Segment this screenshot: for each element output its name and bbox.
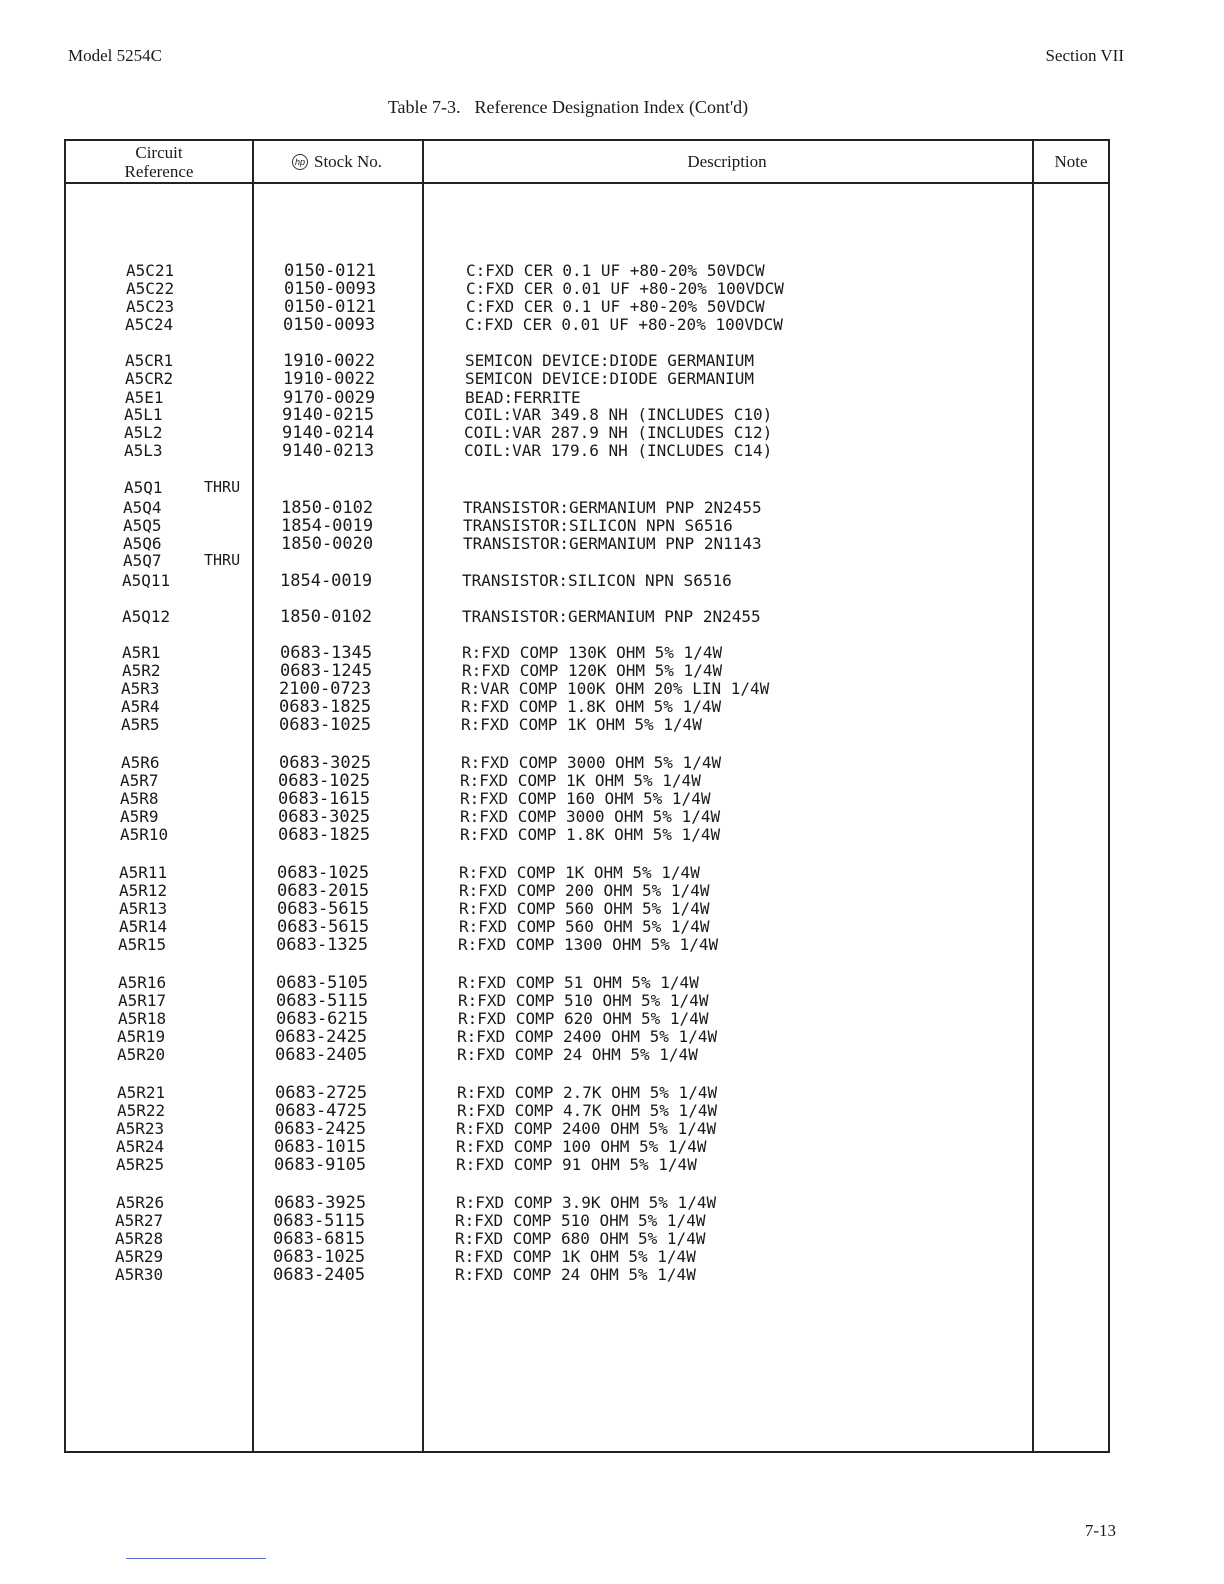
description-cell: C:FXD CER 0.01 UF +80-20% 100VDCW xyxy=(465,315,783,334)
description-cell: R:FXD COMP 4.7K OHM 5% 1/4W xyxy=(457,1101,718,1120)
stock-number-cell: 0683-6215 xyxy=(276,1009,369,1029)
circuit-reference-cell: A5R8 xyxy=(120,789,159,808)
page-number: 7-13 xyxy=(1084,1521,1116,1540)
description-cell: R:FXD COMP 1K OHM 5% 1/4W xyxy=(459,863,700,882)
description-cell: R:FXD COMP 3000 OHM 5% 1/4W xyxy=(461,753,722,772)
stock-number-cell: 9140-0214 xyxy=(282,423,375,443)
circuit-reference-cell: A5Q12 xyxy=(122,607,171,626)
description-cell: SEMICON DEVICE:DIODE GERMANIUM xyxy=(465,351,754,370)
stock-number-cell: 0683-2015 xyxy=(277,881,370,901)
description-cell: R:VAR COMP 100K OHM 20% LIN 1/4W xyxy=(461,679,770,698)
description-cell: R:FXD COMP 1300 OHM 5% 1/4W xyxy=(458,935,719,954)
circuit-reference-cell: A5R10 xyxy=(120,825,169,844)
thru-marker: THRU xyxy=(204,551,241,569)
description-cell: R:FXD COMP 680 OHM 5% 1/4W xyxy=(455,1229,706,1248)
stock-number-cell: 0683-6815 xyxy=(273,1229,366,1249)
column-header-circuit-reference xyxy=(66,141,252,182)
description-cell: R:FXD COMP 1K OHM 5% 1/4W xyxy=(461,715,702,734)
stock-no-label: Stock No. xyxy=(314,152,382,171)
description-cell: R:FXD COMP 510 OHM 5% 1/4W xyxy=(455,1211,706,1230)
stock-number-cell: 0683-1345 xyxy=(280,643,373,663)
description-cell: C:FXD CER 0.01 UF +80-20% 100VDCW xyxy=(466,279,784,298)
stock-number-cell: 0683-1025 xyxy=(273,1247,366,1267)
circuit-reference-cell: A5R4 xyxy=(121,697,160,716)
description-cell: C:FXD CER 0.1 UF +80-20% 50VDCW xyxy=(466,261,765,280)
description-cell: R:FXD COMP 1K OHM 5% 1/4W xyxy=(455,1247,696,1266)
description-cell: COIL:VAR 287.9 NH (INCLUDES C12) xyxy=(464,423,773,442)
circuit-reference-cell: A5C21 xyxy=(126,261,175,280)
stock-number-cell: 0683-2405 xyxy=(273,1265,366,1285)
circuit-reference-cell: A5R12 xyxy=(119,881,168,900)
stock-number-cell: 9140-0215 xyxy=(282,405,375,425)
circuit-reference-cell: A5R14 xyxy=(119,917,168,936)
stock-number-cell: 1850-0102 xyxy=(281,498,374,518)
stock-number-cell: 0683-5115 xyxy=(276,991,369,1011)
stock-number-cell: 0150-0121 xyxy=(284,261,377,281)
description-cell: R:FXD COMP 100 OHM 5% 1/4W xyxy=(456,1137,707,1156)
circuit-reference-cell: A5R29 xyxy=(115,1247,164,1266)
stock-number-cell: 1850-0102 xyxy=(280,607,373,627)
stock-number-cell: 0683-1325 xyxy=(276,935,369,955)
stock-number-cell: 0150-0121 xyxy=(284,297,377,317)
circuit-reference-cell: A5R26 xyxy=(116,1193,165,1212)
description-cell: R:FXD COMP 620 OHM 5% 1/4W xyxy=(458,1009,709,1028)
circuit-reference-cell: A5R3 xyxy=(121,679,160,698)
description-cell: R:FXD COMP 510 OHM 5% 1/4W xyxy=(458,991,709,1010)
description-cell: R:FXD COMP 24 OHM 5% 1/4W xyxy=(455,1265,696,1284)
header-divider xyxy=(66,182,1108,184)
stock-number-cell: 0683-5115 xyxy=(273,1211,366,1231)
stock-number-cell: 0150-0093 xyxy=(283,315,376,335)
description-cell: TRANSISTOR:GERMANIUM PNP 2N2455 xyxy=(463,498,762,517)
circuit-reference-cell: A5R19 xyxy=(117,1027,166,1046)
circuit-reference-cell: A5R20 xyxy=(117,1045,166,1064)
circuit-reference-cell: A5C23 xyxy=(126,297,175,316)
description-cell: R:FXD COMP 51 OHM 5% 1/4W xyxy=(458,973,699,992)
circuit-reference-cell: A5Q6 xyxy=(123,534,162,553)
circuit-reference-cell: A5E1 xyxy=(125,388,164,407)
description-cell: R:FXD COMP 1.8K OHM 5% 1/4W xyxy=(461,697,722,716)
stock-number-cell: 2100-0723 xyxy=(279,679,372,699)
column-divider xyxy=(1032,141,1034,1451)
circuit-reference-cell: A5R18 xyxy=(118,1009,167,1028)
stock-number-cell: 1850-0020 xyxy=(281,534,374,554)
circuit-reference-cell: A5R9 xyxy=(120,807,159,826)
stock-number-cell: 9170-0029 xyxy=(283,388,376,408)
description-cell: R:FXD COMP 1K OHM 5% 1/4W xyxy=(460,771,701,790)
stock-number-cell: 0683-1825 xyxy=(278,825,371,845)
circuit-reference-cell: A5R13 xyxy=(119,899,168,918)
circuit-reference-cell: A5R15 xyxy=(118,935,167,954)
header-model: Model 5254C xyxy=(68,46,162,65)
stock-number-cell: 0683-4725 xyxy=(275,1101,368,1121)
description-cell: C:FXD CER 0.1 UF +80-20% 50VDCW xyxy=(466,297,765,316)
description-cell: TRANSISTOR:GERMANIUM PNP 2N1143 xyxy=(463,534,762,553)
description-cell: R:FXD COMP 120K OHM 5% 1/4W xyxy=(462,661,723,680)
column-divider xyxy=(252,141,254,1451)
stock-number-cell: 0683-5105 xyxy=(276,973,369,993)
circuit-reference-cell: A5R23 xyxy=(116,1119,165,1138)
description-cell: R:FXD COMP 560 OHM 5% 1/4W xyxy=(459,899,710,918)
description-cell: R:FXD COMP 560 OHM 5% 1/4W xyxy=(459,917,710,936)
description-cell: R:FXD COMP 2400 OHM 5% 1/4W xyxy=(456,1119,717,1138)
description-cell: R:FXD COMP 3000 OHM 5% 1/4W xyxy=(460,807,721,826)
stock-number-cell: 9140-0213 xyxy=(282,441,375,461)
stock-number-cell: 0683-3925 xyxy=(274,1193,367,1213)
stock-number-cell: 1910-0022 xyxy=(283,369,376,389)
circuit-reference-cell: A5R2 xyxy=(122,661,161,680)
description-cell: BEAD:FERRITE xyxy=(465,388,581,407)
table-caption xyxy=(0,97,1150,118)
circuit-reference-cell: A5R25 xyxy=(116,1155,165,1174)
circuit-reference-cell: A5Q1 xyxy=(124,478,163,497)
header-section: Section VII xyxy=(1045,46,1124,65)
stock-number-cell: 0683-1825 xyxy=(279,697,372,717)
description-cell: R:FXD COMP 1.8K OHM 5% 1/4W xyxy=(460,825,721,844)
column-header-note: Note xyxy=(1054,152,1088,171)
stock-number-cell: 1910-0022 xyxy=(283,351,376,371)
circuit-reference-cell: A5R24 xyxy=(116,1137,165,1156)
stock-number-cell: 0683-5615 xyxy=(277,899,370,919)
circuit-reference-cell: A5CR1 xyxy=(125,351,174,370)
description-cell: R:FXD COMP 2400 OHM 5% 1/4W xyxy=(457,1027,718,1046)
stock-number-cell: 0150-0093 xyxy=(284,279,377,299)
thru-marker: THRU xyxy=(204,478,241,496)
circuit-reference-cell: A5R16 xyxy=(118,973,167,992)
circuit-reference-cell: A5R21 xyxy=(117,1083,166,1102)
description-cell: TRANSISTOR:GERMANIUM PNP 2N2455 xyxy=(462,607,761,626)
circuit-reference-cell: A5L2 xyxy=(124,423,163,442)
column-divider xyxy=(422,141,424,1451)
circuit-reference-cell: A5C22 xyxy=(126,279,175,298)
stock-number-cell: 0683-2425 xyxy=(275,1027,368,1047)
description-cell: R:FXD COMP 130K OHM 5% 1/4W xyxy=(462,643,723,662)
circuit-reference-cell: A5R11 xyxy=(119,863,168,882)
description-cell: SEMICON DEVICE:DIODE GERMANIUM xyxy=(465,369,754,388)
circuit-reference-cell: A5CR2 xyxy=(125,369,174,388)
circuit-reference-cell: A5R1 xyxy=(122,643,161,662)
hp-logo-icon: hp xyxy=(292,154,308,170)
stock-number-cell: 0683-1025 xyxy=(277,863,370,883)
stock-number-cell: 0683-2425 xyxy=(274,1119,367,1139)
circuit-reference-cell: A5Q11 xyxy=(122,571,171,590)
description-cell: R:FXD COMP 2.7K OHM 5% 1/4W xyxy=(457,1083,718,1102)
table-title: Reference Designation Index (Cont'd) xyxy=(474,97,749,117)
circuit-reference-cell: A5R27 xyxy=(115,1211,164,1230)
circuit-reference-cell: A5Q5 xyxy=(123,516,162,535)
stock-number-cell: 0683-3025 xyxy=(278,807,371,827)
circuit-reference-cell: A5R7 xyxy=(120,771,159,790)
description-cell: COIL:VAR 179.6 NH (INCLUDES C14) xyxy=(464,441,773,460)
circuit-reference-cell: A5R22 xyxy=(117,1101,166,1120)
circuit-reference-cell: A5L1 xyxy=(124,405,163,424)
circuit-reference-cell: A5R5 xyxy=(121,715,160,734)
column-header-description: Description xyxy=(687,152,767,171)
description-cell: R:FXD COMP 200 OHM 5% 1/4W xyxy=(459,881,710,900)
description-cell: R:FXD COMP 3.9K OHM 5% 1/4W xyxy=(456,1193,717,1212)
stock-number-cell: 0683-2725 xyxy=(275,1083,368,1103)
circuit-reference-cell: A5C24 xyxy=(125,315,174,334)
stock-number-cell: 0683-2405 xyxy=(275,1045,368,1065)
stock-number-cell: 0683-3025 xyxy=(279,753,372,773)
stock-number-cell: 0683-9105 xyxy=(274,1155,367,1175)
circuit-reference-cell: A5Q7 xyxy=(123,551,162,570)
stock-number-cell: 1854-0019 xyxy=(281,516,374,536)
circuit-reference-cell: A5R6 xyxy=(121,753,160,772)
description-cell: COIL:VAR 349.8 NH (INCLUDES C10) xyxy=(464,405,773,424)
stock-number-cell: 0683-1245 xyxy=(280,661,373,681)
circuit-reference-cell: A5Q4 xyxy=(123,498,162,517)
stock-number-cell: 0683-5615 xyxy=(277,917,370,937)
stock-number-cell: 0683-1015 xyxy=(274,1137,367,1157)
stock-number-cell: 1854-0019 xyxy=(280,571,373,591)
stock-number-cell: 0683-1025 xyxy=(278,771,371,791)
circuit-reference-label: Circuit Reference xyxy=(124,142,194,181)
circuit-reference-cell: A5R17 xyxy=(118,991,167,1010)
circuit-reference-cell: A5R30 xyxy=(115,1265,164,1284)
reference-designation-table xyxy=(64,139,1110,1453)
description-cell: R:FXD COMP 91 OHM 5% 1/4W xyxy=(456,1155,697,1174)
table-number: Table 7-3. xyxy=(387,97,461,117)
footer-rule xyxy=(126,1558,266,1559)
description-cell: TRANSISTOR:SILICON NPN S6516 xyxy=(462,571,732,590)
stock-number-cell: 0683-1025 xyxy=(279,715,372,735)
circuit-reference-cell: A5R28 xyxy=(115,1229,164,1248)
circuit-reference-cell: A5L3 xyxy=(124,441,163,460)
description-cell: R:FXD COMP 160 OHM 5% 1/4W xyxy=(460,789,711,808)
stock-number-cell: 0683-1615 xyxy=(278,789,371,809)
description-cell: R:FXD COMP 24 OHM 5% 1/4W xyxy=(457,1045,698,1064)
column-header-stock-no xyxy=(252,141,422,182)
description-cell: TRANSISTOR:SILICON NPN S6516 xyxy=(463,516,733,535)
